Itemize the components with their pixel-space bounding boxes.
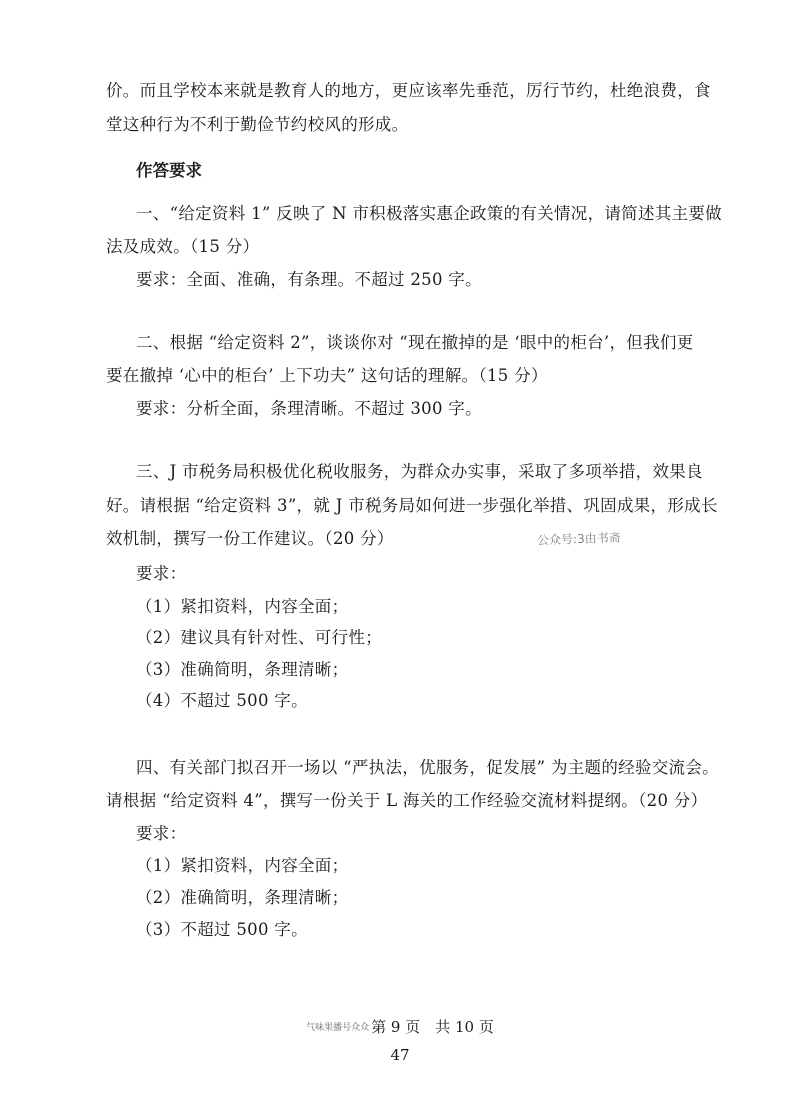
q4-line-1: 四、有关部门拟召开一场以 “严执法，优服务，促发展” 为主题的经验交流会。 bbox=[136, 758, 719, 777]
q3-line-1: 三、J 市税务局积极优化税收服务，为群众办实事，采取了多项举措，效果良 bbox=[136, 462, 703, 481]
q2-line-2: 要在撤掉 ‘心中的柜台’ 上下功夫” 这句话的理解。（15 分） bbox=[106, 366, 548, 385]
footer-stamp: 气味果播号众众 bbox=[306, 1023, 370, 1033]
intro-line-2: 堂这种行为不利于勤俭节约校风的形成。 bbox=[106, 115, 409, 134]
section-heading: 作答要求 bbox=[136, 161, 202, 180]
intro-line-1: 价。而且学校本来就是教育人的地方，更应该率先垂范，厉行节约，杜绝浪费，食 bbox=[106, 81, 711, 100]
q4-line-2: 请根据 “给定资料 4”，撰写一份关于 L 海关的工作经验交流材料提纲。（20 分） bbox=[106, 791, 708, 810]
q3-requirement-label: 要求： bbox=[136, 564, 187, 583]
q2-requirement: 要求：分析全面，条理清晰。不超过 300 字。 bbox=[136, 399, 482, 418]
q2-line-1: 二、根据 “给定资料 2”，谈谈你对 “现在撤掉的是 ‘眼中的柜台’，但我们更 bbox=[136, 333, 694, 352]
q1-line-1: 一、“给定资料 1” 反映了 N 市积极落实惠企政策的有关情况，请简述其主要做 bbox=[136, 204, 722, 223]
q4-requirement-item: （3）不超过 500 字。 bbox=[136, 920, 308, 939]
q3-requirement-item: （3）准确简明，条理清晰； bbox=[136, 660, 349, 679]
q4-requirement-label: 要求： bbox=[136, 824, 187, 843]
q4-requirement-item: （1）紧扣资料，内容全面； bbox=[136, 856, 349, 875]
page-indicator: 第 9 页 共 10 页 bbox=[371, 1018, 494, 1036]
q3-requirement-item: （1）紧扣资料，内容全面； bbox=[136, 597, 349, 616]
q4-requirement-item: （2）准确简明，条理清晰； bbox=[136, 888, 349, 907]
handwritten-note: 公众号:3由书斋 bbox=[536, 530, 621, 548]
q3-line-2: 好。请根据 “给定资料 3”，就 J 市税务局如何进一步强化举措、巩固成果，形成长 bbox=[106, 496, 718, 515]
page-footer bbox=[0, 1016, 800, 1037]
page-number: 47 bbox=[390, 1046, 410, 1064]
q1-requirement: 要求：全面、准确，有条理。不超过 250 字。 bbox=[136, 270, 482, 289]
q3-requirement-item: （4）不超过 500 字。 bbox=[136, 691, 308, 710]
q1-line-2: 法及成效。（15 分） bbox=[106, 237, 260, 256]
q3-line-3: 效机制，撰写一份工作建议。（20 分） bbox=[106, 529, 394, 548]
q3-requirement-item: （2）建议具有针对性、可行性； bbox=[136, 628, 382, 647]
